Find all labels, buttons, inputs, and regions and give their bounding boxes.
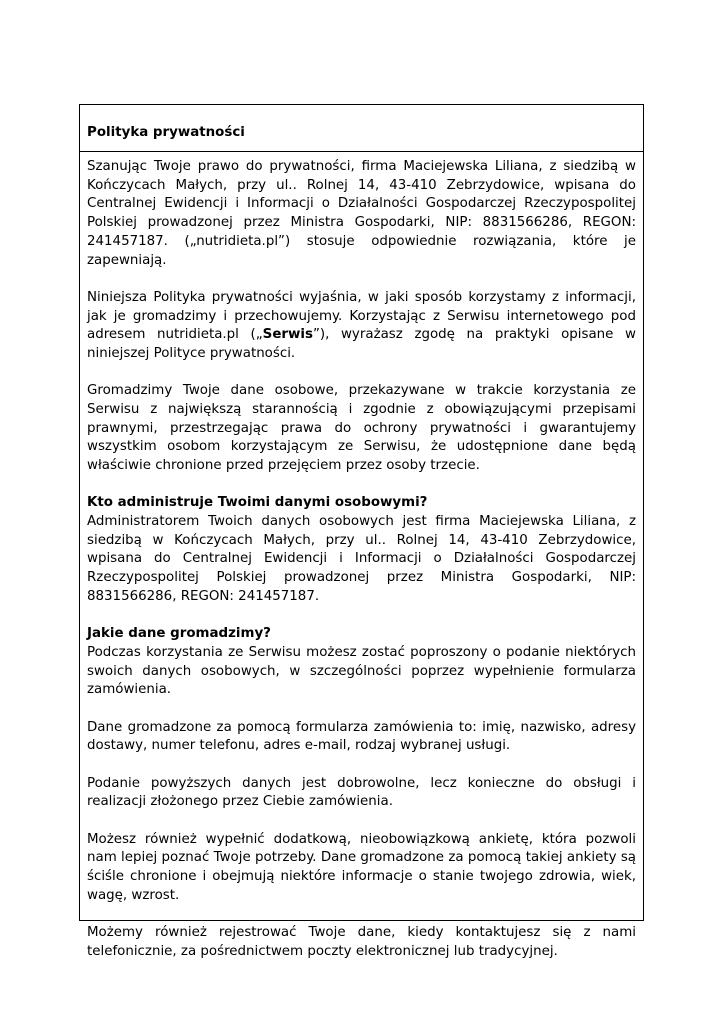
document-title: Polityka prywatności <box>80 105 643 152</box>
policy-scope-text-end: ”), wyrażasz zgodę na praktyki opisane w niniejszej Polityce prywatności. <box>87 327 636 361</box>
contact-records-paragraph: Możemy również rejestrować Twoje dane, kiedy kontaktujesz się z nami telefonicznie, za pośrednictwem poczty elektronicznej lub tradycyjnej. <box>87 924 636 959</box>
intro-paragraph: Szanując Twoje prawo do prywatności, firma Maciejewska Liliana, z siedzibą w Kończycach Małych, przy ul.. Rolnej 14, 43-410 Zebrzydowice, wpisana do Centralnej Ewidencji i Informacji o Działalności Gospodarczej Rzeczypospolitej Polskiej prowadzonej przez Ministra Gospodarki, NIP: 8831566286, REGON: 241457187. („nutridieta.pl”) stosuje odpowiednie rozwiązania, które je zapewniają. <box>87 159 636 268</box>
survey-paragraph: Możesz również wypełnić dodatkową, nieobowiązkową ankietę, która pozwoli nam lepiej poznać Twoje potrzeby. Dane gromadzone za pomocą takiej ankiety są ściśle chronione i obejmują niektóre informacje o stanie twojego zdrowia, wiek, wagę, wzrost. <box>87 831 636 903</box>
policy-scope-text-start: Niniejsza Polityka prywatności wyjaśnia, w jaki sposób korzystamy z informacji, jak je gromadzimy i przechowujemy. Korzystając z Serwisu internetowego pod adresem nutridieta.pl („ <box>87 289 636 343</box>
collected-data-paragraph: Podczas korzystania ze Serwisu możesz zostać poproszony o podanie niektórych swoich danych osobowych, w szczególności poprzez wypełnienie formularza zamówienia. <box>87 644 636 698</box>
data-protection-paragraph: Gromadzimy Twoje dane osobowe, przekazywane w trakcie korzystania ze Serwisu z największą starannością i zgodnie z obowiązującymi przepisami prawnymi, przestrzegając prawa do ochrony prywatności i gwarantujemy wszystkim osobom korzystającym ze Serwisu, że udostępnione dane będą właściwie chronione przed przejęciem przez osoby trzecie. <box>87 383 636 474</box>
voluntary-data-paragraph: Podanie powyższych danych jest dobrowolne, lecz konieczne do obsługi i realizacji złożonego przez Ciebie zamówienia. <box>87 775 636 810</box>
service-term: Serwis <box>262 327 313 343</box>
policy-scope-paragraph <box>87 289 636 364</box>
admin-paragraph: Administratorem Twoich danych osobowych jest firma Maciejewska Liliana, z siedzibą w Kończycach Małych, przy ul.. Rolnej 14, 43-410 Zebrzydowice, wpisana do Centralnej Ewidencji i Informacji o Działalności Gospodarczej Rzeczypospolitej Polskiej prowadzonej przez Ministra Gospodarki, NIP: 8831566286, REGON: 241457187. <box>87 514 636 604</box>
policy-table <box>79 104 644 959</box>
collected-data-heading: Jakie dane gromadzimy? <box>87 626 271 642</box>
policy-body <box>80 152 643 961</box>
order-form-data-paragraph: Dane gromadzone za pomocą formularza zamówienia to: imię, nazwisko, adresy dostawy, numer telefonu, adres e-mail, rodzaj wybranej usługi. <box>87 719 636 754</box>
admin-heading: Kto administruje Twoimi danymi osobowymi? <box>87 495 428 511</box>
